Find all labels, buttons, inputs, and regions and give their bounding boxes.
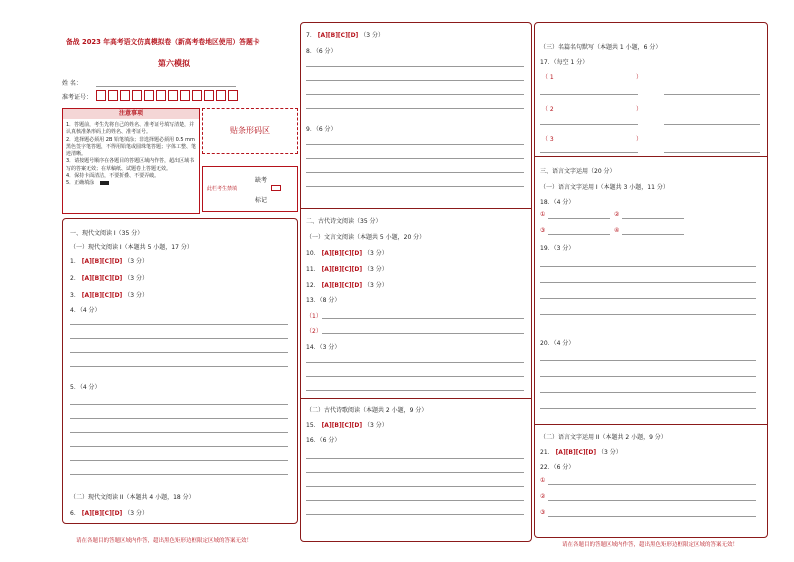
answer-line[interactable] — [540, 408, 756, 409]
answer-line[interactable] — [70, 338, 288, 339]
answer-line[interactable] — [306, 472, 524, 473]
name-field[interactable] — [96, 86, 236, 87]
answer-line[interactable] — [540, 314, 756, 315]
answer-line[interactable] — [322, 333, 524, 334]
answer-line[interactable] — [306, 172, 524, 173]
question-7[interactable]: 7． [A][B][C][D] （3 分） — [306, 32, 384, 39]
circled-3: ③ — [540, 227, 546, 234]
section-heading: 三、语言文字运用（20 分） — [540, 168, 616, 175]
footer-warning: 请在各题目的答题区域内作答，超出黑色矩形边框限定区域的答案无效！ — [76, 538, 253, 544]
answer-panel-3 — [534, 22, 768, 538]
subsection-heading: （一）文言文阅读（本题共 5 小题，20 分） — [306, 234, 426, 241]
answer-line[interactable] — [664, 124, 760, 125]
question-3[interactable]: 3． [A][B][C][D] （3 分） — [70, 292, 148, 299]
answer-line[interactable] — [540, 152, 638, 153]
notice-item: 3．请按题号顺序在各题目的答题区域内作答，超出区域书写的答案无效；在草稿纸、试题卷上答题无效。 — [66, 158, 195, 172]
circled-2: ② — [540, 493, 546, 500]
question-6[interactable]: 6． [A][B][C][D] （3 分） — [70, 510, 148, 517]
answer-line[interactable] — [306, 186, 524, 187]
circled-1: ① — [540, 477, 546, 484]
panel-divider — [300, 398, 531, 399]
question-1[interactable]: 1． [A][B][C][D] （3 分） — [70, 258, 148, 265]
panel-divider — [534, 156, 767, 157]
section-heading: 一、现代文阅读 I（35 分） — [70, 230, 144, 237]
answer-line[interactable] — [540, 266, 756, 267]
question-4: 4．（4 分） — [70, 307, 101, 314]
answer-line[interactable] — [540, 94, 638, 95]
answer-line[interactable] — [70, 474, 288, 475]
name-label: 姓 名： — [62, 80, 82, 87]
answer-line[interactable] — [70, 352, 288, 353]
absent-box — [202, 166, 298, 212]
q13-part1: （1） — [306, 313, 322, 320]
notice-item: 2．选择题必须用 2B 铅笔填涂；非选择题必须用 0.5 mm 黑色签字笔答题，不得用铅笔或圆珠笔答题；字体工整、笔迹清晰。 — [66, 136, 197, 158]
panel-divider — [300, 208, 531, 209]
question-11[interactable]: 11． [A][B][C][D] （3 分） — [306, 266, 388, 273]
filled-bubble-sample — [100, 181, 109, 185]
notice-box — [62, 108, 200, 214]
notice-item: 1．答题前，考生先将自己的姓名、准考证号填写清楚，并认真核准条形码上的姓名、准考证号。 — [66, 122, 195, 136]
answer-line[interactable] — [306, 362, 524, 363]
page-subtitle: 第六模拟 — [158, 59, 190, 68]
question-9: 9．（6 分） — [306, 126, 337, 133]
answer-line[interactable] — [548, 500, 756, 501]
circled-3: ③ — [540, 509, 546, 516]
absent-right2: 标记 — [255, 197, 268, 204]
answer-line[interactable] — [306, 158, 524, 159]
circled-1: ① — [540, 211, 546, 218]
blank-1-close: ） — [636, 74, 643, 81]
answer-line[interactable] — [306, 390, 524, 391]
question-12[interactable]: 12． [A][B][C][D] （3 分） — [306, 282, 388, 289]
answer-line[interactable] — [306, 486, 524, 487]
answer-line[interactable] — [306, 80, 524, 81]
answer-line[interactable] — [70, 366, 288, 367]
question-16: 16．（6 分） — [306, 437, 341, 444]
absent-label: 此栏考生禁填 — [207, 186, 238, 192]
subsection-heading: （二）现代文阅读 II（本题共 4 小题，18 分） — [70, 494, 195, 501]
answer-line[interactable] — [306, 514, 524, 515]
question-13: 13．（8 分） — [306, 297, 341, 304]
q13-part2: （2） — [306, 328, 322, 335]
answer-line[interactable] — [306, 108, 524, 109]
answer-line[interactable] — [306, 500, 524, 501]
blank-3-open: （ 3 — [542, 136, 554, 143]
answer-line[interactable] — [548, 484, 756, 485]
barcode-area — [202, 108, 298, 154]
circled-2: ② — [614, 211, 620, 218]
question-21[interactable]: 21． [A][B][C][D] （3 分） — [540, 449, 622, 456]
question-22: 22．（6 分） — [540, 464, 575, 471]
answer-line[interactable] — [306, 66, 524, 67]
answer-line[interactable] — [540, 376, 756, 377]
page-title: 备战 2023 年高考语文仿真模拟卷（新高考卷地区使用）答题卡 — [66, 38, 260, 46]
blank-3-close: ） — [636, 136, 643, 143]
circled-4: ④ — [614, 227, 620, 234]
answer-line[interactable] — [664, 152, 760, 153]
answer-line[interactable] — [548, 218, 610, 219]
section-heading: 二、古代诗文阅读（35 分） — [306, 218, 382, 225]
absent-checkbox[interactable] — [271, 185, 281, 191]
question-17: 17．（每空 1 分） — [540, 59, 589, 66]
answer-line[interactable] — [70, 324, 288, 325]
absent-right1: 缺考 — [255, 177, 268, 184]
subsection-heading: （三）名篇名句默写（本题共 1 小题，6 分） — [540, 44, 662, 51]
notice-title: 注意事项 — [63, 109, 199, 119]
blank-2-open: （ 2 — [542, 106, 554, 113]
answer-line[interactable] — [70, 460, 288, 461]
subsection-heading: （二）古代诗歌阅读（本题共 2 小题，9 分） — [306, 407, 428, 414]
question-20: 20．（4 分） — [540, 340, 575, 347]
answer-line[interactable] — [306, 376, 524, 377]
notice-sample-label: 5．正确填涂 — [66, 180, 95, 187]
subsection-heading: （一）现代文阅读 I（本题共 5 小题，17 分） — [70, 244, 193, 251]
answer-line[interactable] — [540, 298, 756, 299]
blank-2-close: ） — [636, 106, 643, 113]
answer-line[interactable] — [70, 404, 288, 405]
question-14: 14．（3 分） — [306, 344, 341, 351]
question-8: 8．（6 分） — [306, 48, 337, 55]
subsection-heading: （一）语言文字运用 I（本题共 3 小题，11 分） — [540, 184, 669, 191]
blank-1-open: （ 1 — [542, 74, 554, 81]
answer-line[interactable] — [306, 144, 524, 145]
answer-line[interactable] — [622, 234, 684, 235]
barcode-label: 贴条形码区 — [230, 126, 270, 135]
exam-id-boxes[interactable] — [96, 90, 246, 101]
answer-line[interactable] — [70, 446, 288, 447]
answer-line[interactable] — [306, 94, 524, 95]
subsection-heading: （二）语言文字运用 II（本题共 2 小题，9 分） — [540, 434, 667, 441]
question-5: 5．（4 分） — [70, 384, 101, 391]
question-2[interactable]: 2． [A][B][C][D] （3 分） — [70, 275, 148, 282]
answer-line[interactable] — [664, 94, 760, 95]
answer-line[interactable] — [306, 458, 524, 459]
answer-line[interactable] — [548, 516, 756, 517]
footer-warning: 请在各题目的答题区域内作答，超出黑色矩形边框限定区域的答案无效！ — [562, 542, 739, 548]
answer-line[interactable] — [322, 318, 524, 319]
answer-line[interactable] — [540, 360, 756, 361]
answer-line[interactable] — [540, 124, 638, 125]
question-15[interactable]: 15． [A][B][C][D] （3 分） — [306, 422, 388, 429]
question-10[interactable]: 10． [A][B][C][D] （3 分） — [306, 250, 388, 257]
question-19: 19．（3 分） — [540, 245, 575, 252]
notice-item: 4．保持卡面清洁，不要折叠、不要弄破。 — [66, 173, 160, 180]
answer-line[interactable] — [70, 432, 288, 433]
answer-line[interactable] — [540, 392, 756, 393]
panel-divider — [534, 424, 767, 425]
answer-line[interactable] — [548, 234, 610, 235]
answer-line[interactable] — [622, 218, 684, 219]
exam-id-label: 准考证号： — [62, 94, 93, 101]
answer-line[interactable] — [70, 418, 288, 419]
answer-line[interactable] — [540, 282, 756, 283]
question-18: 18．（4 分） — [540, 199, 575, 206]
